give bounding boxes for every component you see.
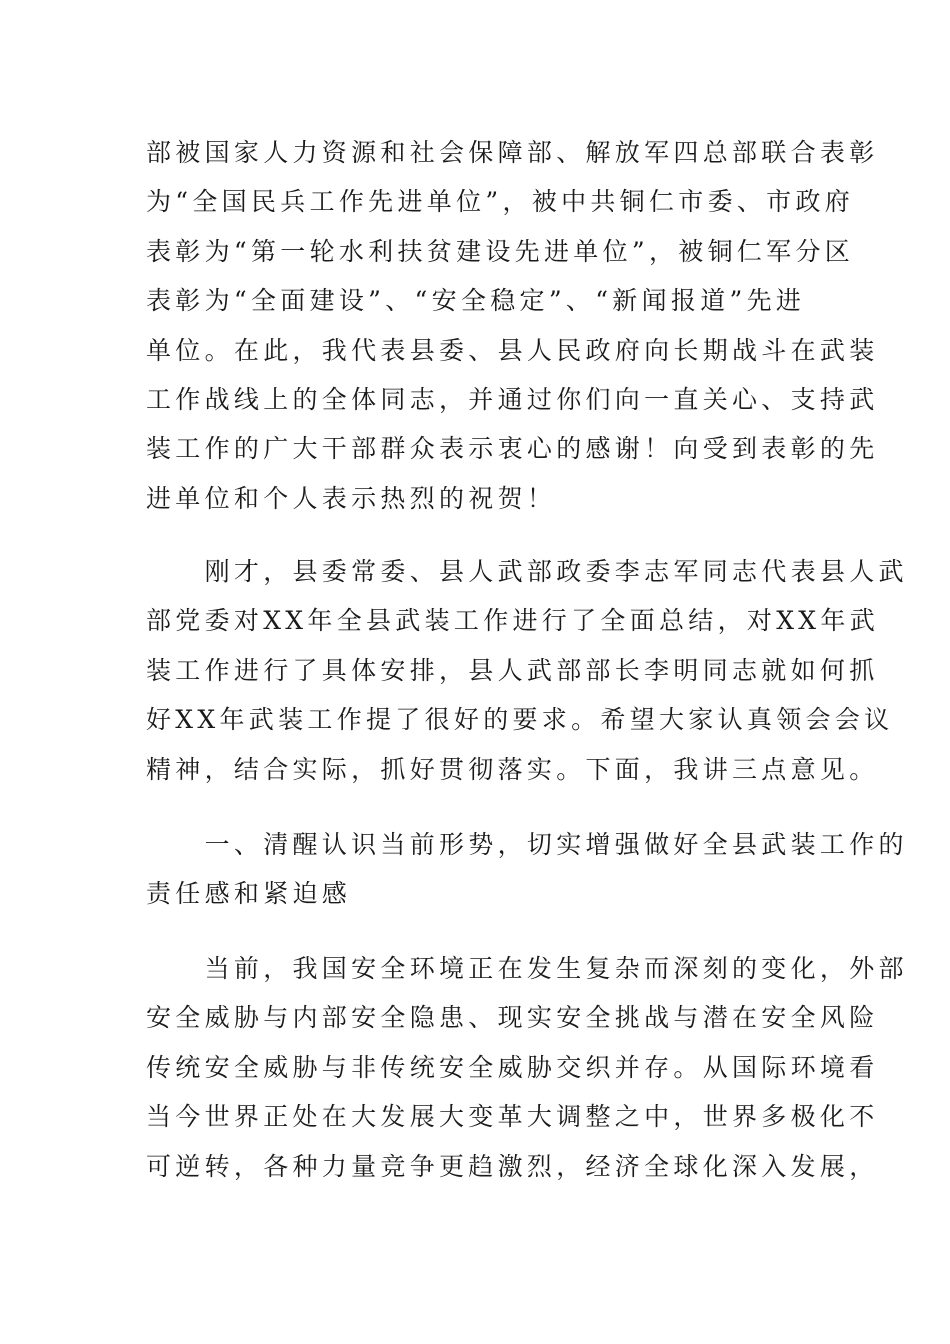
text-line: 装工作进行了具体安排，县人武部部长李明同志就如何抓 [146, 655, 879, 685]
paragraph-situation [146, 944, 908, 1191]
text-line: 部被国家人力资源和社会保障部、解放军四总部联合表彰 [146, 138, 879, 167]
section-heading [146, 820, 908, 919]
text-line: 为“全国民兵工作先进单位”，被中共铜仁市委、市政府 [146, 187, 855, 217]
text-line: 进单位和个人表示热烈的祝贺！ [146, 483, 557, 513]
text-line: 当今世界正处在大发展大变革大调整之中，世界多极化不 [146, 1102, 879, 1132]
text-line: 表彰为“全面建设”、“安全稳定”、“新闻报道”先进 [146, 286, 806, 316]
text-line: 装工作的广大干部群众表示衷心的感谢！向受到表彰的先 [146, 434, 879, 464]
text-line: 当前，我国安全环境正在发生复杂而深刻的变化，外部 [146, 954, 908, 983]
text-line: 传统安全威胁与非传统安全威胁交织并存。从国际环境看 [146, 1052, 879, 1082]
text-line: 责任感和紧迫感 [146, 879, 352, 909]
text-line: 一、清醒认识当前形势，切实增强做好全县武装工作的 [146, 830, 908, 859]
text-line: 好XX年武装工作提了很好的要求。希望大家认真领会会议 [146, 705, 894, 735]
text-line: 工作战线上的全体同志，并通过你们向一直关心、支持武 [146, 384, 879, 414]
text-line: 安全威胁与内部安全隐患、现实安全挑战与潜在安全风险 [146, 1003, 879, 1033]
text-line: 刚才，县委常委、县人武部政委李志军同志代表县人武 [146, 557, 908, 586]
paragraph-commendation [146, 128, 879, 523]
text-line: 单位。在此，我代表县委、县人民政府向长期战斗在武装 [146, 335, 879, 365]
text-line: 可逆转，各种力量竞争更趋激烈，经济全球化深入发展， [146, 1151, 879, 1181]
text-line: 部党委对XX年全县武装工作进行了全面总结，对XX年武 [146, 606, 879, 636]
text-line: 表彰为“第一轮水利扶贫建设先进单位”，被铜仁军分区 [146, 236, 855, 266]
paragraph-summary [146, 547, 908, 794]
text-line: 精神，结合实际，抓好贯彻落实。下面，我讲三点意见。 [146, 754, 879, 784]
